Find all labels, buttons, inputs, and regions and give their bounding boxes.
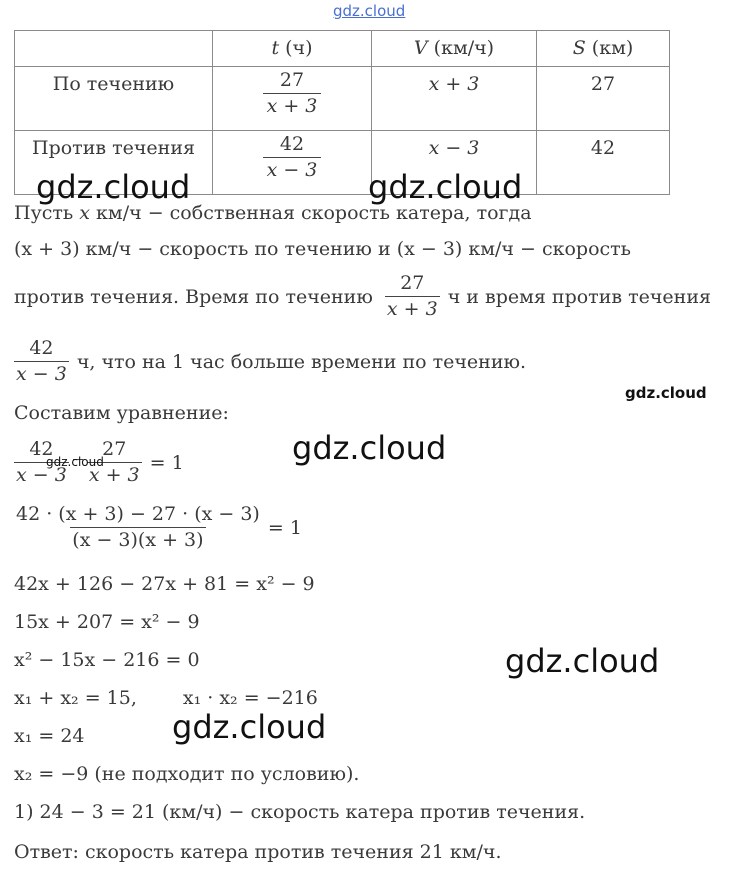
row-label: Против течения — [15, 131, 213, 195]
equation-2: $\frac{42 \cdot (x + 3) - 27 \cdot (x - 3)}{(x - 3)(x + 3)}$ = 1 — [16, 503, 302, 551]
header-empty — [15, 31, 213, 67]
watermark: gdz.cloud — [36, 168, 191, 206]
header-distance-unit: (км) — [591, 37, 634, 59]
header-speed — [372, 31, 537, 67]
watermark-top: gdz.cloud — [333, 2, 406, 20]
row-distance: 42 — [537, 131, 670, 195]
watermark: gdz.cloud — [368, 168, 523, 206]
watermark: gdz.cloud — [505, 642, 660, 680]
header-time-sym: t — [271, 37, 280, 59]
header-speed-unit: (км/ч) — [433, 37, 495, 59]
table-row — [15, 67, 670, 131]
watermark-small: gdz.cloud — [625, 384, 707, 402]
row-distance: 27 — [537, 67, 670, 131]
header-distance-sym: S — [572, 37, 586, 59]
solution-line: x₁ = 24 — [14, 725, 85, 747]
time-denominator: x − 3 — [263, 157, 322, 180]
table-header-row — [15, 31, 670, 67]
time-numerator: 42 — [279, 133, 305, 155]
fraction-denominator: x − 3 — [16, 363, 67, 385]
fraction-numerator: 42 — [29, 337, 54, 359]
text-line-5: Составим уравнение: — [14, 402, 229, 424]
answer-line: Ответ: скорость катера против течения 21 км/ч. — [14, 841, 502, 863]
row-speed: x − 3 — [372, 131, 537, 195]
time-numerator: 27 — [279, 69, 305, 91]
fraction-numerator: 27 — [400, 272, 425, 294]
solution-line: 15x + 207 = x² − 9 — [14, 611, 200, 633]
watermark-tiny: gdz.cloud — [46, 455, 104, 469]
solution-line: x₁ + x₂ = 15, x₁ · x₂ = −216 — [14, 687, 318, 709]
text-line-2: (x + 3) км/ч − скорость по течению и (x − 3) км/ч − скорость — [14, 238, 632, 260]
time-denominator: x + 3 — [263, 93, 322, 116]
solution-line: x² − 15x − 216 = 0 — [14, 649, 200, 671]
text-line-4: $\frac{42}{x - 3}$ ч, что на 1 час больше времени по течению. — [16, 337, 527, 385]
header-time-unit: (ч) — [285, 37, 313, 59]
text-line-1: Пусть x км/ч − собственная скорость катера, тогда — [14, 202, 532, 224]
solution-line: 42x + 126 − 27x + 81 = x² − 9 — [14, 573, 315, 595]
row-time — [213, 67, 372, 131]
row-speed: x + 3 — [372, 67, 537, 131]
row-label: По течению — [15, 67, 213, 131]
text-line-3: против течения. Время по течению $\frac{27}{x + 3}$ ч и время против течения — [14, 272, 711, 320]
fraction-denominator: x + 3 — [386, 298, 438, 320]
header-distance — [537, 31, 670, 67]
equation-1: $\frac{42}{x - 3}$ $\frac{27}{x + 3}$ = 1 — [16, 438, 184, 486]
header-speed-sym: V — [413, 37, 428, 59]
row-time — [213, 131, 372, 195]
header-time — [213, 31, 372, 67]
solution-line: x₂ = −9 (не подходит по условию). — [14, 763, 360, 785]
watermark: gdz.cloud — [172, 708, 327, 746]
solution-line: 1) 24 − 3 = 21 (км/ч) − скорость катера против течения. — [14, 801, 586, 823]
watermark: gdz.cloud — [292, 429, 447, 467]
